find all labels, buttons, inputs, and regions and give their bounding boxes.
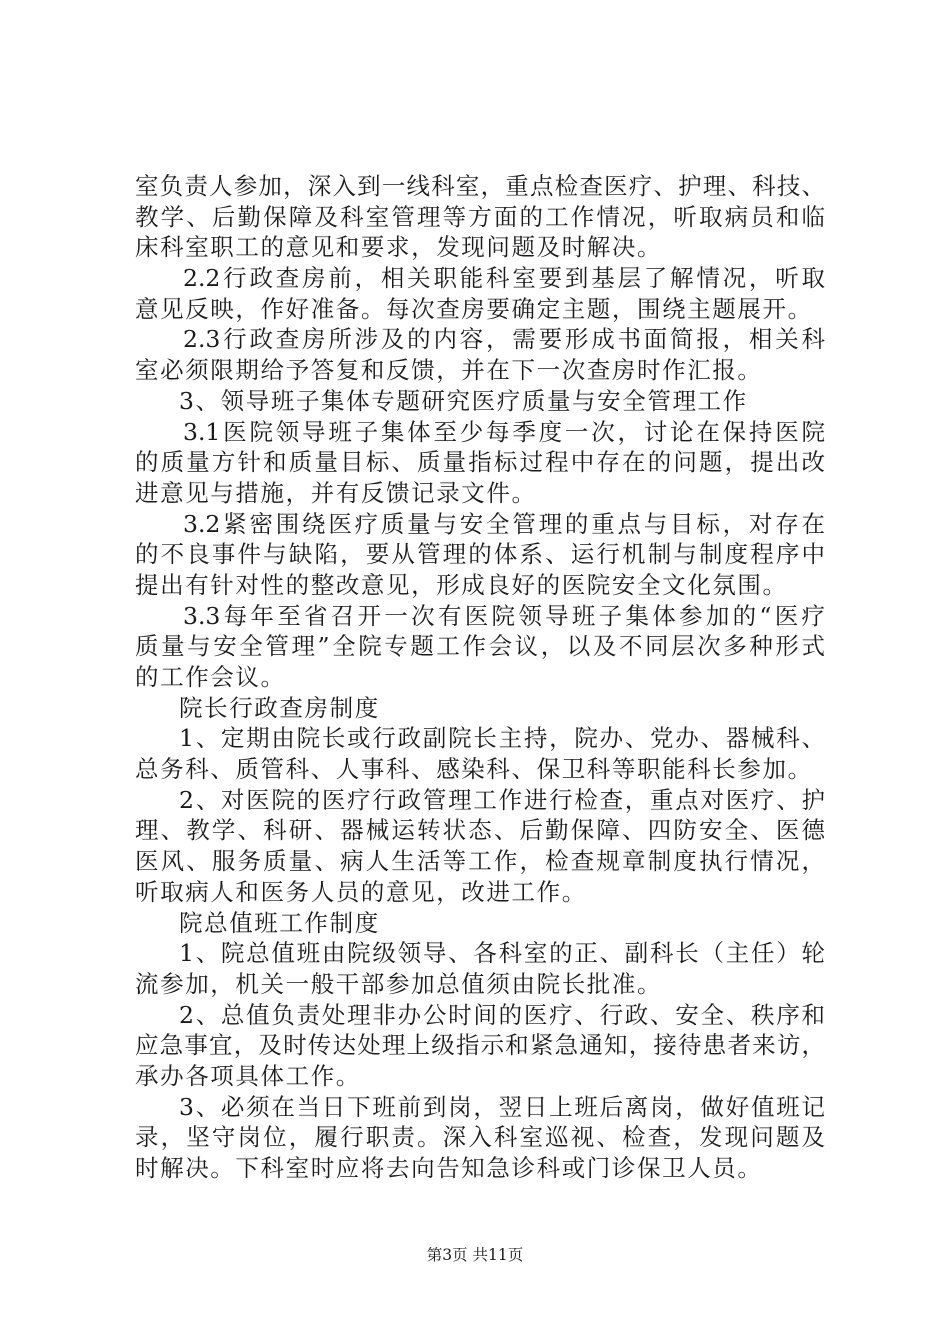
- page-footer: 第3页 共11页: [426, 1246, 524, 1264]
- text-line: 1、院总值班由院级领导、各科室的正、副科长（主任）轮: [179, 939, 825, 968]
- text-line: 床科室职工的意见和要求，发现问题及时解决。: [135, 233, 663, 262]
- text-line: 3.1医院领导班子集体至少每季度一次，讨论在保持医院: [183, 417, 825, 446]
- text-line: 录，坚守岗位，履行职责。深入科室巡视、检查，发现问题及: [135, 1123, 825, 1152]
- text-line: 应急事宜，及时传达处理上级指示和紧急通知，接待患者来访，: [135, 1031, 825, 1060]
- text-line: 3、领导班子集体专题研究医疗质量与安全管理工作: [179, 386, 748, 415]
- text-line: 提出有针对性的整改意见，形成良好的医院安全文化氛围。: [135, 570, 788, 599]
- text-line: 时解决。下科室时应将去向告知急诊科或门诊保卫人员。: [135, 1154, 763, 1182]
- text-line: 承办各项具体工作。: [135, 1061, 361, 1090]
- text-line: 院总值班工作制度: [179, 908, 380, 937]
- text-line: 3.2紧密围绕医疗质量与安全管理的重点与目标，对存在: [183, 509, 825, 538]
- text-line: 教学、后勤保障及科室管理等方面的工作情况，听取病员和临: [135, 202, 825, 231]
- document-body: [135, 171, 825, 1184]
- text-line: 2.3行政查房所涉及的内容，需要形成书面简报，相关科: [183, 325, 825, 354]
- text-line: 医风、服务质量、病人生活等工作，检查规章制度执行情况，: [135, 847, 825, 876]
- text-line: 2、总值负责处理非办公时间的医疗、行政、安全、秩序和: [179, 1000, 825, 1029]
- text-line: 质量与安全管理”全院专题工作会议，以及不同层次多种形式: [135, 632, 825, 661]
- text-line: 院长行政查房制度: [179, 693, 380, 722]
- text-line: 3、必须在当日下班前到岗，翌日上班后离岗，做好值班记: [179, 1092, 825, 1121]
- text-line: 2.2行政查房前，相关职能科室要到基层了解情况，听取: [183, 264, 825, 293]
- text-line: 听取病人和医务人员的意见，改进工作。: [135, 877, 587, 906]
- text-line: 的质量方针和质量目标、质量指标过程中存在的问题，提出改: [135, 448, 825, 477]
- text-line: 1、定期由院长或行政副院长主持，院办、党办、器械科、: [179, 724, 825, 753]
- text-line: 意见反映，作好准备。每次查房要确定主题，围绕主题展开。: [135, 294, 813, 323]
- text-line: 理、教学、科研、器械运转状态、后勤保障、四防安全、医德: [135, 816, 825, 845]
- text-line: 总务科、质管科、人事科、感染科、保卫科等职能科长参加。: [135, 755, 813, 784]
- text-line: 的不良事件与缺陷，要从管理的体系、运行机制与制度程序中: [135, 540, 825, 569]
- text-line: 进意见与措施，并有反馈记录文件。: [135, 478, 537, 507]
- text-line: 的工作会议。: [135, 663, 286, 691]
- text-line: 室负责人参加，深入到一线科室，重点检查医疗、护理、科技、: [135, 172, 825, 200]
- text-line: 室必须限期给予答复和反馈，并在下一次查房时作汇报。: [135, 356, 763, 385]
- text-line: 3.3每年至省召开一次有医院领导班子集体参加的“医疗: [183, 601, 825, 630]
- text-line: 流参加，机关一般干部参加总值须由院长批准。: [135, 969, 663, 998]
- text-line: 2、对医院的医疗行政管理工作进行检查，重点对医疗、护: [179, 785, 825, 814]
